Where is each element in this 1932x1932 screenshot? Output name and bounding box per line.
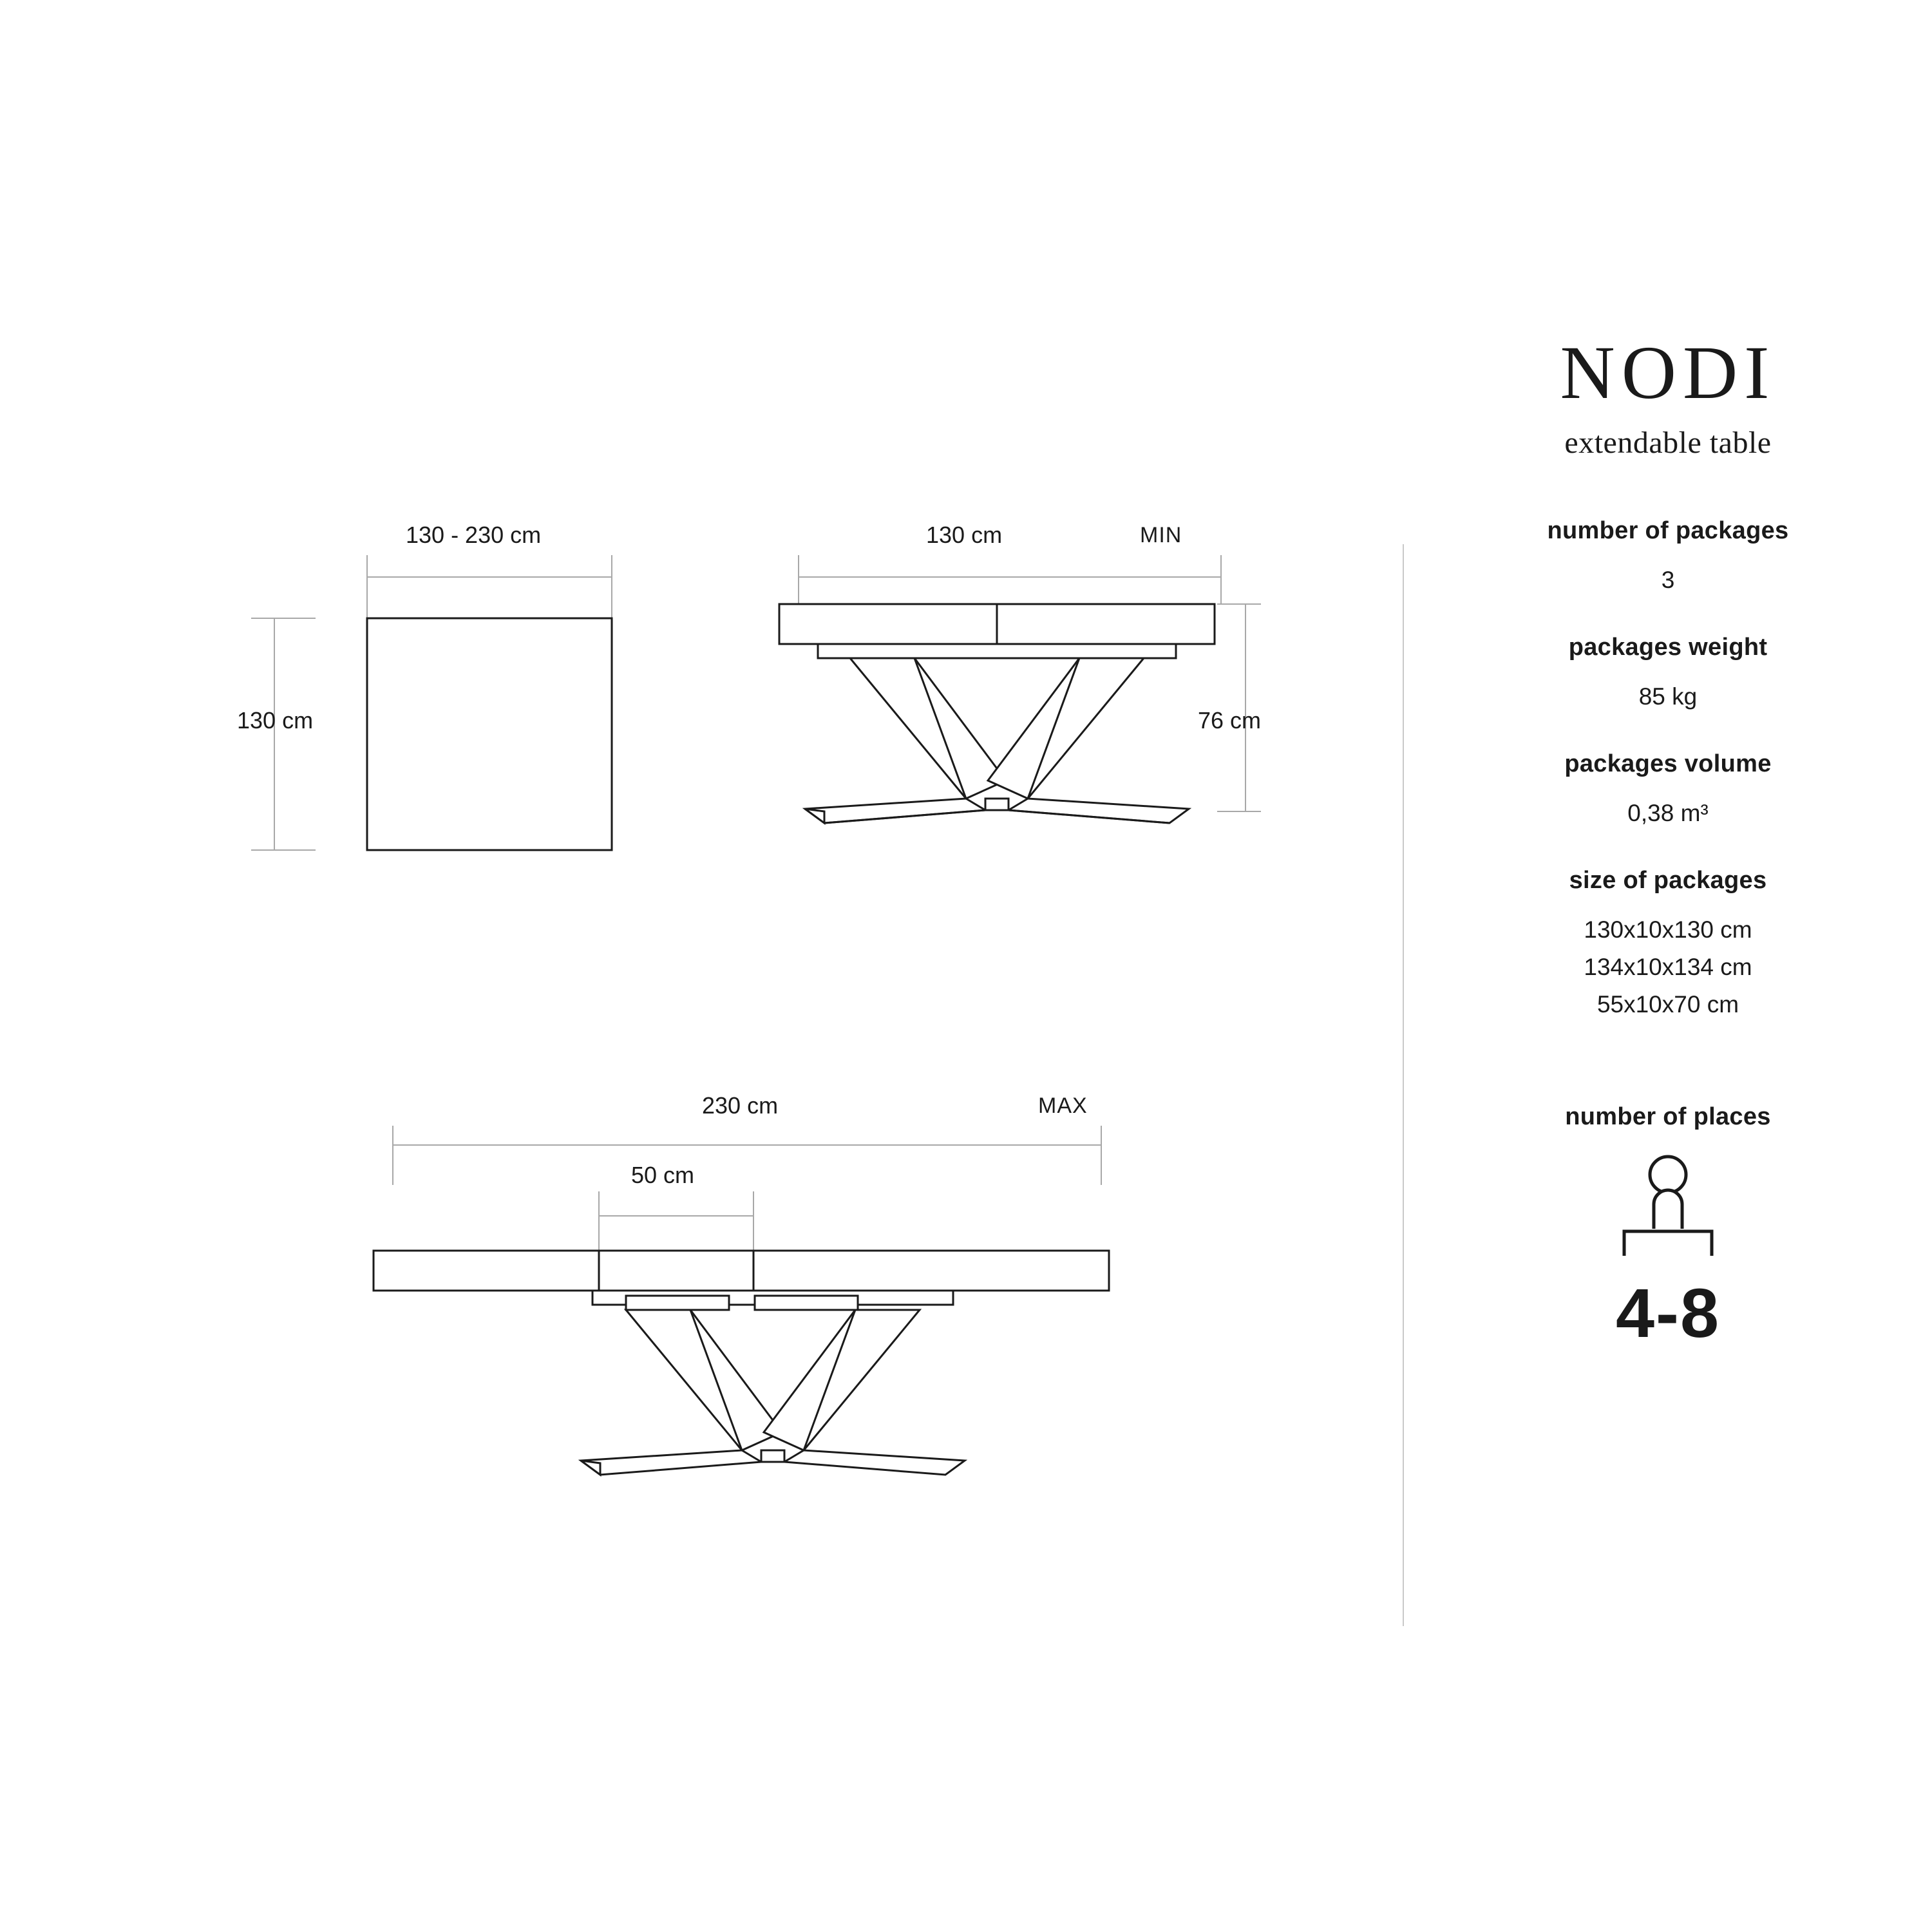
front-min-state-label: MIN (1140, 523, 1182, 547)
spec-value: 85 kg (1638, 683, 1698, 710)
product-subtitle: extendable table (1564, 426, 1772, 460)
spec-value: 130x10x130 cm (1584, 916, 1752, 943)
spec-label: size of packages (1569, 867, 1767, 894)
spec-value: 134x10x134 cm (1584, 954, 1752, 980)
spec-number-of-places (1430, 1103, 1906, 1353)
spec-number-of-packages (1430, 517, 1906, 594)
front-max-width-label: 230 cm (702, 1092, 779, 1119)
places-label: number of places (1565, 1103, 1771, 1130)
front-min-svg (766, 541, 1282, 927)
top-view-drawing (213, 522, 663, 927)
places-count: 4-8 (1615, 1274, 1721, 1352)
spec-value: 3 (1661, 567, 1675, 593)
panel-divider (1403, 544, 1404, 1626)
front-min-height-label: 76 cm (1198, 707, 1262, 734)
front-max-svg (361, 1108, 1133, 1558)
front-max-extension-label: 50 cm (631, 1162, 695, 1188)
spec-value: 55x10x70 cm (1596, 991, 1739, 1018)
spec-label: packages weight (1568, 634, 1768, 661)
front-min-width-label: 130 cm (926, 522, 1003, 548)
spec-value: 0,38 m³ (1627, 800, 1709, 826)
top-view-depth-label: 130 cm (237, 707, 314, 734)
front-max-drawing (361, 1092, 1133, 1558)
front-max-state-label: MAX (1038, 1094, 1088, 1118)
spec-packages-volume (1430, 750, 1906, 827)
front-min-drawing (766, 522, 1282, 927)
top-view-svg (213, 541, 663, 927)
spec-label: number of packages (1547, 517, 1789, 544)
top-view-width-label: 130 - 230 cm (406, 522, 542, 548)
spec-packages-weight (1430, 634, 1906, 710)
spec-size-of-packages (1430, 867, 1906, 1018)
product-name: NODI (1560, 330, 1776, 415)
spec-label: packages volume (1564, 750, 1772, 777)
person-seat-icon (1604, 1153, 1732, 1261)
info-panel (1430, 330, 1906, 1353)
